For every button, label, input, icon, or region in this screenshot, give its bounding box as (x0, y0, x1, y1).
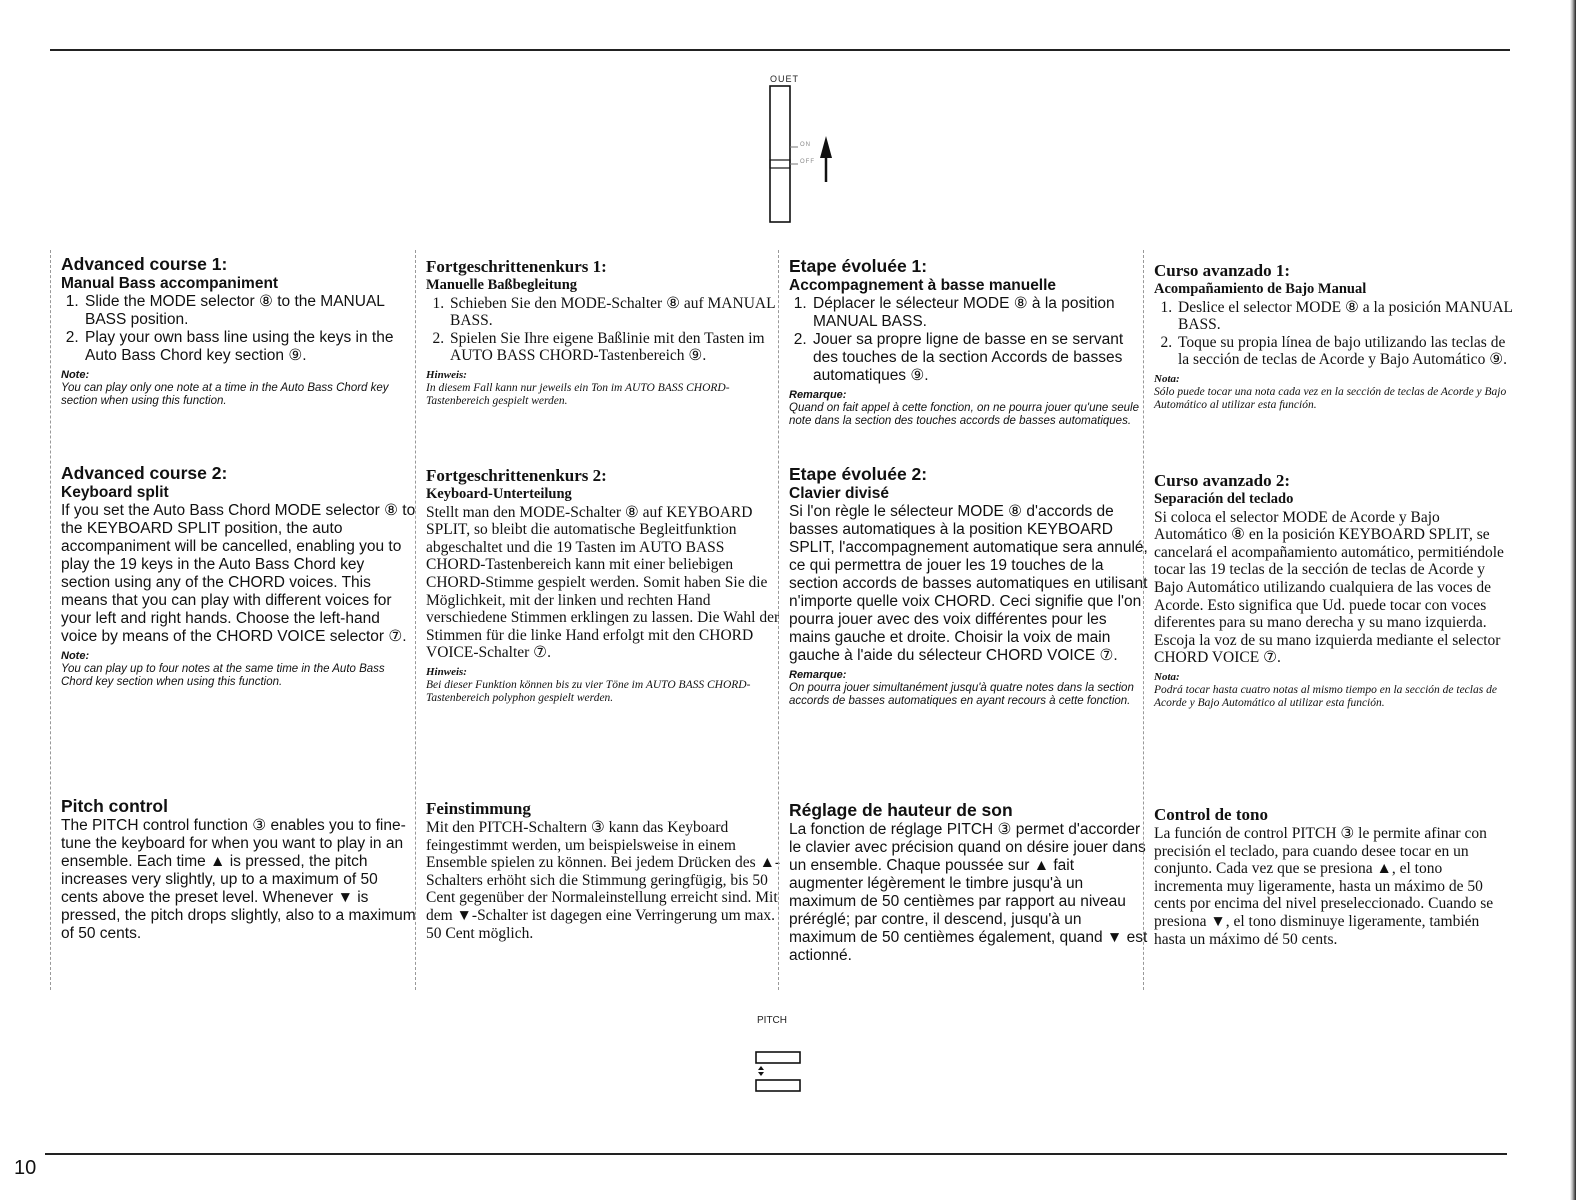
note-text: You can play only one note at a time in the Auto Bass Chord key section when using this function. (61, 382, 389, 407)
section-advanced-2 (1154, 470, 1514, 710)
note-heading: Nota: (1154, 670, 1180, 683)
section-subtitle: Acompañamiento de Bajo Manual (1154, 281, 1367, 297)
list-item: 2. Spielen Sie Ihre eigene Baßlinie mit den Tasten im AUTO BASS CHORD-Tastenbereich ⑨. (448, 330, 786, 365)
list-item: 1. Deslice el selector MODE ⑧ a la posición MANUAL BASS. (1176, 299, 1514, 334)
section-subtitle: Accompagnement à basse manuelle (789, 277, 1057, 294)
section-title: Réglage de hauteur de son (789, 800, 1013, 820)
section-body: Si l'on règle le sélecteur MODE ⑧ d'accords de basses automatiques à la position KEYBOARD SPLIT, l'accompagnement automatique sera annulé, ce qui permettra de jouer les 19 touches de la section accords de basses automatiques en utilisant n'importe quelle voix CHORD. Ceci signifie que l'on pourra jouer avec des voix différentes pour les mains gauche et droite. Choisir la voix de main gauche à l'aide du sélecteur CHORD VOICE ⑦. (789, 503, 1148, 664)
steps-list (61, 293, 416, 365)
note-text: On pourra jouer simultanément jusqu'à quatre notes dans la section accords de basses automatiques en ayant recours à cette fonction. (789, 682, 1134, 707)
column-spanish (1143, 250, 1514, 990)
section-title: Feinstimmung (426, 799, 531, 818)
top-rule (50, 49, 1510, 51)
column-english (50, 250, 416, 990)
section-advanced-1 (789, 256, 1151, 428)
note-heading: Note: (61, 369, 90, 381)
list-item: 1. Déplacer le sélecteur MODE ⑧ à la position MANUAL BASS. (811, 295, 1151, 331)
section-body: Si coloca el selector MODE de Acorde y Bajo Automático ⑧ en la posición KEYBOARD SPLIT, se cancelará el acompañamiento automático, permitiéndole tocar las 19 teclas de la sección de teclas de Acorde y Bajo Automático utilizando cualquiera de las voces de Acorde. Esto significa que Ud. puede tocar con voces diferentes para su mano derecha y su mano izquierda. Escoja la voz de su mano izquierda mediante el selector CHORD VOICE ⑦. (1154, 508, 1504, 667)
section-body: La fonction de réglage PITCH ③ permet d'accorder le clavier avec précision quand on désire jouer dans un ensemble. Chaque poussée sur ▲ fait augmenter légèrement le timbre jusqu'à un maximum de 50 centièmes par rapport au niveau préréglé; par contre, il descend, jusqu'à un maximum de 50 centièmes également, quand ▼ est actionné. (789, 821, 1148, 964)
pitch-updown-icon (752, 1050, 804, 1094)
section-advanced-1 (426, 256, 786, 408)
list-item: 1. Schieben Sie den MODE-Schalter ⑧ auf MANUAL BASS. (448, 295, 786, 330)
section-advanced-1 (61, 254, 416, 408)
bottom-rule (45, 1153, 1507, 1155)
section-title: Etape évoluée 2: (789, 464, 928, 484)
section-title: Control de tono (1154, 805, 1268, 824)
slider-icon (760, 84, 840, 224)
diagram-label: PITCH (757, 1015, 787, 1026)
tick-off-label: OFF (800, 159, 815, 165)
list-item: 2. Jouer sa propre ligne de basse en se servant des touches de la section Accords de basses automatiques ⑨. (811, 331, 1151, 385)
section-title: Fortgeschrittenenkurs 2: (426, 466, 607, 485)
section-body: Mit den PITCH-Schaltern ③ kann das Keyboard feingestimmt werden, um beispielsweise in einem Ensemble spielen zu können. Bei jedem Drücken des ▲-Schalters erhöht sich die Stimmung geringfügig, bis 50 Cent gegenüber der Normaleinstellung erreicht sind. Mit dem ▼-Schalter ist dagegen eine Verringerung um max. 50 Cent möglich. (426, 819, 781, 942)
section-subtitle: Keyboard-Unterteilung (426, 486, 572, 502)
section-subtitle: Separación del teclado (1154, 491, 1294, 507)
section-body: Stellt man den MODE-Schalter ⑧ auf KEYBOARD SPLIT, so bleibt die automatische Begleitfunktion abgeschaltet und die 19 Tasten im AUTO BASS CHORD-Tastenbereich kann mit einer beliebigen CHORD-Stimme gespielt werden. Somit haben Sie die Möglichkeit, mit der linken und rechten Hand verschiedene Stimmen erklingen zu lassen. Die Wahl der Stimmen für die linke Hand erfolgt mit den CHORD VOICE-Schalter ⑦. (426, 503, 780, 662)
section-title: Advanced course 1: (61, 254, 228, 274)
note-heading: Hinweis: (426, 368, 467, 381)
section-subtitle: Manuelle Baßbegleitung (426, 277, 578, 293)
list-item: 2. Play your own bass line using the keys in the Auto Bass Chord key section ⑨. (83, 329, 416, 365)
column-german (415, 250, 786, 990)
section-subtitle: Manual Bass accompaniment (61, 275, 279, 292)
note-text: Bei dieser Funktion können bis zu vier Töne im AUTO BASS CHORD-Tastenbereich polyphon gespielt werden. (426, 678, 751, 704)
column-french (778, 250, 1151, 990)
section-advanced-1 (1154, 260, 1514, 412)
section-title: Fortgeschrittenenkurs 1: (426, 257, 607, 276)
section-advanced-2 (789, 464, 1151, 708)
section-pitch (789, 800, 1151, 965)
section-pitch (61, 796, 416, 943)
note-heading: Remarque: (789, 669, 847, 681)
note-heading: Nota: (1154, 372, 1180, 385)
section-title: Curso avanzado 1: (1154, 261, 1291, 280)
section-body: La función de control PITCH ③ le permite afinar con precisión el teclado, para cuando desee tocar en un conjunto. Cada vez que se presiona ▲, el tono incrementa muy ligeramente, hasta un máximo de 50 cents por encima del nivel preseleccionado. Cuando se presiona ▼, el tono disminuye ligeramente, también hasta un máximo dé 50 cents. (1154, 825, 1494, 948)
section-title: Etape évoluée 1: (789, 256, 928, 276)
note-heading: Note: (61, 650, 90, 662)
section-pitch (426, 798, 786, 942)
diagram-label: OUET (770, 74, 800, 84)
section-subtitle: Clavier divisé (789, 485, 889, 502)
steps-list (789, 295, 1151, 385)
section-title: Curso avanzado 2: (1154, 471, 1291, 490)
note-text: You can play up to four notes at the same time in the Auto Bass Chord key section when using this function. (61, 663, 385, 688)
list-item: 1. Slide the MODE selector ⑧ to the MANUAL BASS position. (83, 293, 416, 329)
section-pitch (1154, 804, 1514, 948)
note-text: Podrá tocar hasta cuatro notas al mismo tiempo en la sección de teclas de Acorde y Bajo Automático al utilizar esta función. (1154, 683, 1497, 709)
section-title: Advanced course 2: (61, 463, 228, 483)
list-item: 2. Toque su propia línea de bajo utilizando las teclas de la sección de teclas de Acorde y Bajo Automático ⑨. (1176, 334, 1514, 369)
steps-list (426, 295, 786, 365)
note-heading: Hinweis: (426, 665, 467, 678)
note-text: In diesem Fall kann nur jeweils ein Ton im AUTO BASS CHORD-Tastenbereich gespielt werden. (426, 381, 730, 407)
section-title: Pitch control (61, 796, 168, 816)
section-body: If you set the Auto Bass Chord MODE selector ⑧ to the KEYBOARD SPLIT position, the auto accompaniment will be cancelled, enabling you to play the 19 keys in the Auto Bass Chord key section using any of the CHORD voices. This means that you can play with different voices for your left and right hands. Choose the left-hand voice by means of the CHORD VOICE selector ⑦. (61, 502, 416, 645)
tick-on-label: ON (800, 142, 811, 148)
note-text: Sólo puede tocar una nota cada vez en la sección de teclas de Acorde y Bajo Automático al utilizar esta función. (1154, 385, 1507, 411)
page-number: 10 (14, 1157, 37, 1179)
page-edge-shadow (1570, 0, 1576, 1200)
note-heading: Remarque: (789, 389, 847, 401)
section-body: The PITCH control function ③ enables you to fine-tune the keyboard for when you want to play in an ensemble. Each time ▲ is pressed, the pitch increases very slightly, up to a maximum of 50 cents above the preset level. Whenever ▼ is pressed, the pitch drops slightly, also to a maximum of 50 cents. (61, 817, 416, 942)
section-subtitle: Keyboard split (61, 484, 169, 501)
section-advanced-2 (426, 465, 786, 705)
section-advanced-2 (61, 463, 416, 689)
note-text: Quand on fait appel à cette fonction, on ne pourra jouer qu'une seule note dans la section des touches accords de basses automatiques. (789, 402, 1140, 427)
steps-list (1154, 299, 1514, 369)
